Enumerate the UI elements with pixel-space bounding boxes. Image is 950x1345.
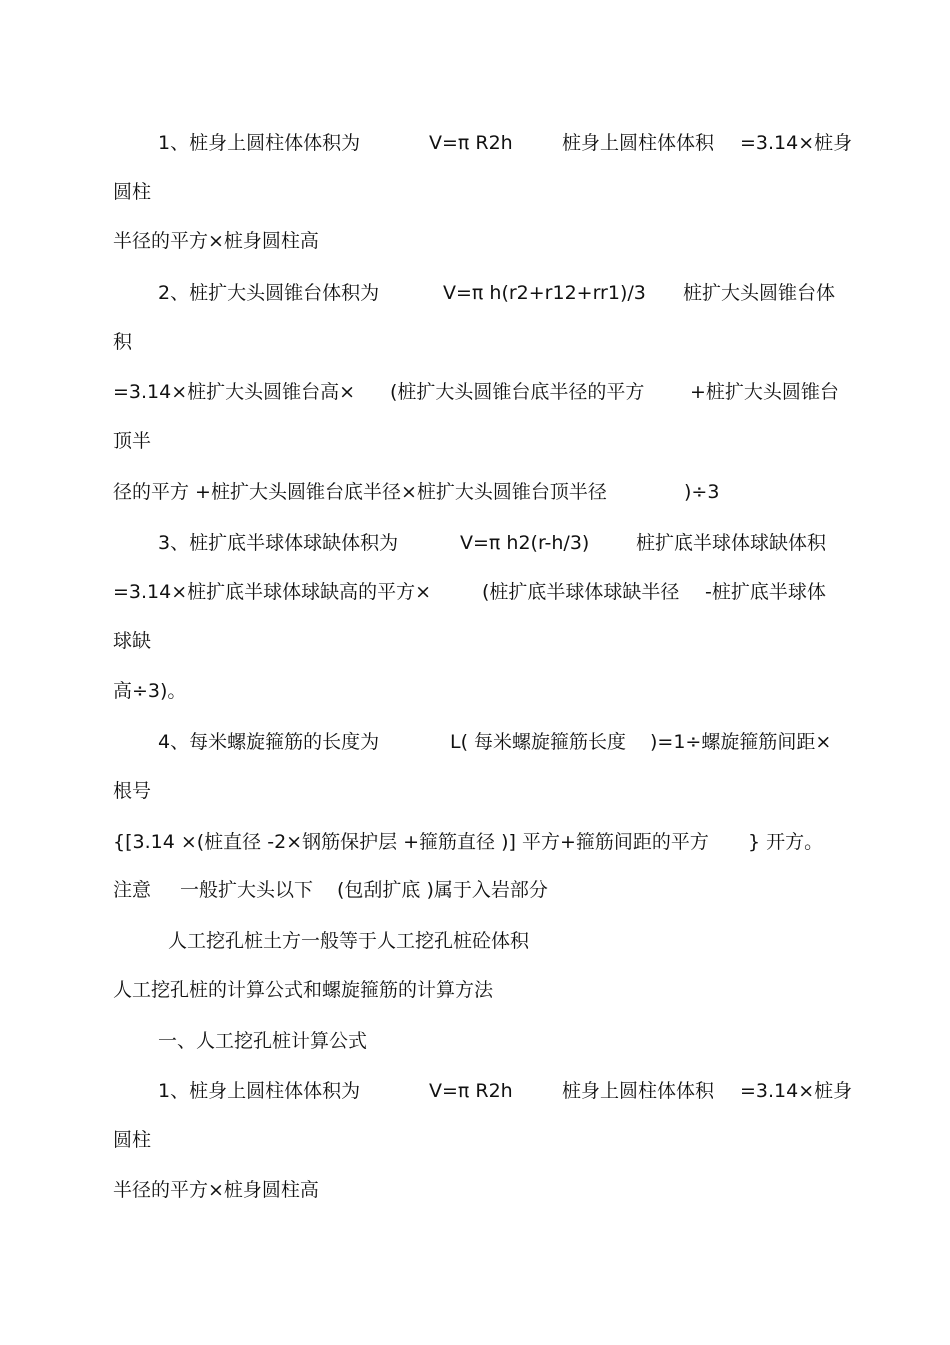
- text-segment: (包刮扩底 )属于入岩部分: [337, 879, 548, 901]
- text-segment: {[3.14 ×(桩直径 -2×钢筋保护层 +箍筋直径 )] 平方+箍筋间距的平方: [113, 831, 709, 853]
- text-segment: 人工挖孔桩的计算公式和螺旋箍筋的计算方法: [113, 979, 494, 1001]
- text-segment: 桩身上圆柱体体积: [562, 132, 715, 154]
- text-segment: =3.14×桩身: [740, 1080, 853, 1102]
- text-segment: 桩扩底半球体球缺体积: [636, 532, 827, 554]
- text-segment: 圆柱: [113, 181, 152, 203]
- text-segment: 积: [113, 331, 133, 353]
- text-segment: V=π R2h: [429, 1080, 513, 1102]
- text-segment: 圆柱: [113, 1129, 152, 1151]
- text-segment: )=1÷螺旋箍筋间距×: [650, 731, 832, 753]
- text-segment: 一、人工挖孔桩计算公式: [158, 1030, 368, 1052]
- text-segment: 1、桩身上圆柱体体积为: [158, 1080, 361, 1102]
- text-segment: V=π h2(r-h/3): [460, 532, 590, 554]
- text-segment: =3.14×桩扩底半球体球缺高的平方×: [113, 581, 432, 603]
- text-segment: 2、桩扩大头圆锥台体积为: [158, 282, 380, 304]
- text-segment: (桩扩底半球体球缺半径: [482, 581, 680, 603]
- text-segment: 根号: [113, 780, 152, 802]
- text-segment: 高÷3)。: [113, 680, 187, 702]
- text-segment: +桩扩大头圆锥台: [690, 381, 839, 403]
- text-segment: 注意: [113, 879, 152, 901]
- text-segment: -桩扩底半球体: [705, 581, 826, 603]
- text-segment: 球缺: [113, 630, 152, 652]
- text-segment: (桩扩大头圆锥台底半径的平方: [390, 381, 645, 403]
- text-segment: 顶半: [113, 430, 152, 452]
- text-segment: 桩扩大头圆锥台体: [683, 282, 836, 304]
- text-segment: 4、每米螺旋箍筋的长度为: [158, 731, 380, 753]
- text-segment: =3.14×桩身: [740, 132, 853, 154]
- text-segment: 1、桩身上圆柱体体积为: [158, 132, 361, 154]
- text-segment: 人工挖孔桩土方一般等于人工挖孔桩砼体积: [168, 930, 530, 952]
- text-segment: )÷3: [684, 481, 720, 503]
- text-segment: V=π h(r2+r12+rr1)/3: [443, 282, 646, 304]
- text-segment: 一般扩大头以下: [180, 879, 314, 901]
- text-segment: 半径的平方×桩身圆柱高: [113, 1179, 319, 1201]
- text-segment: 径的平方 +桩扩大头圆锥台底半径×桩扩大头圆锥台顶半径: [113, 481, 607, 503]
- text-segment: 桩身上圆柱体体积: [562, 1080, 715, 1102]
- text-segment: } 开方。: [748, 831, 824, 853]
- text-segment: V=π R2h: [429, 132, 513, 154]
- text-segment: L( 每米螺旋箍筋长度: [450, 731, 627, 753]
- text-segment: =3.14×桩扩大头圆锥台高×: [113, 381, 356, 403]
- text-segment: 3、桩扩底半球体球缺体积为: [158, 532, 399, 554]
- text-segment: 半径的平方×桩身圆柱高: [113, 230, 319, 252]
